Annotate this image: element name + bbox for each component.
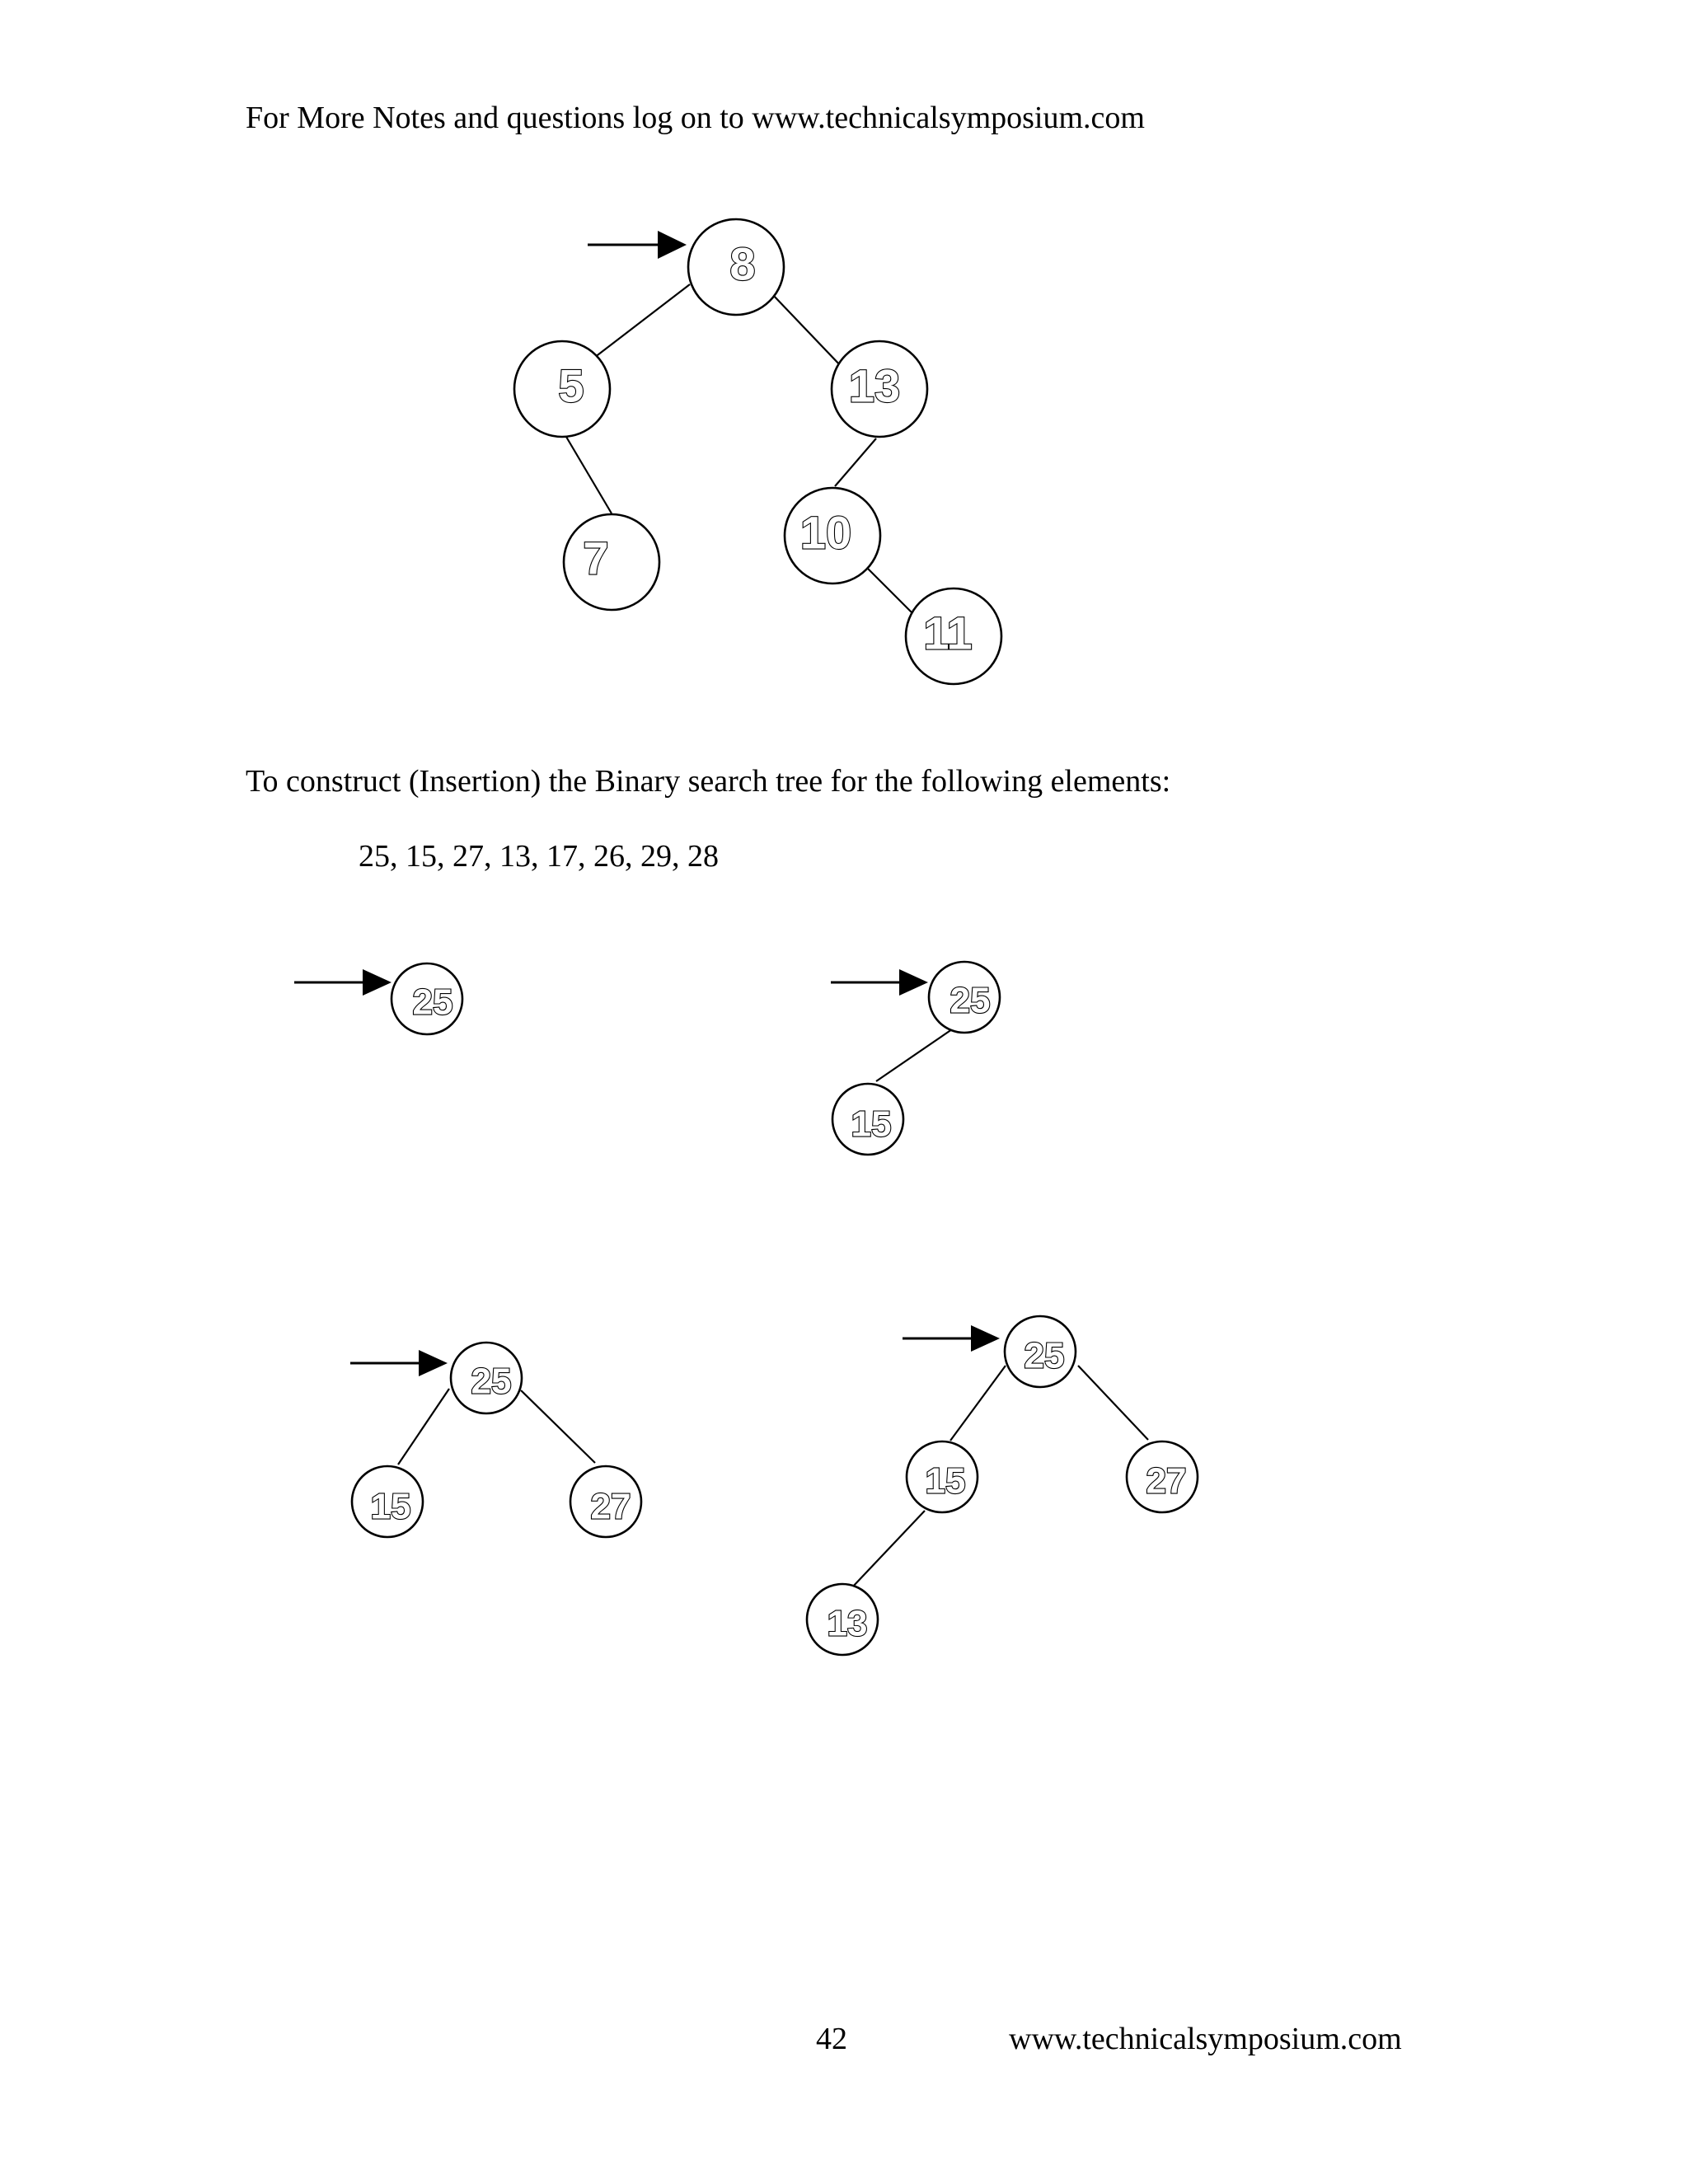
node-label: 27 [1146,1460,1187,1502]
tree-node [514,341,610,437]
node-label: 15 [370,1486,411,1527]
node-label: 11 [923,607,973,659]
tree-edge [772,294,843,368]
tree-node [392,963,462,1034]
tree-node [832,1084,903,1155]
tree-edge [566,437,612,513]
insert-step-2-tree [831,962,1000,1155]
node-label: 5 [558,359,584,412]
tree-node [352,1466,423,1537]
tree-edge [835,438,876,486]
tree-edge [1078,1366,1148,1440]
node-label: 15 [925,1460,966,1502]
tree-edge [950,1366,1006,1441]
insert-step-1-tree [294,963,462,1034]
node-label: 13 [848,359,901,412]
root-pointer-arrowhead [419,1350,448,1376]
tree-edge [591,284,690,360]
root-pointer-arrowhead [971,1325,1000,1352]
page-number: 42 [816,2022,847,2056]
node-label: 8 [729,237,756,290]
example-tree [514,219,1001,684]
tree-node [451,1343,522,1413]
tree-node [570,1466,641,1537]
tree-node [929,962,1000,1033]
construction-instruction: To construct (Insertion) the Binary search tree for the following elements: [246,764,1171,799]
insert-step-3-tree [350,1343,641,1537]
root-pointer-arrowhead [899,969,928,996]
node-label: 7 [583,532,609,584]
tree-node [688,219,784,315]
tree-edge [876,1029,952,1081]
tree-edge [851,1511,925,1588]
tree-node [564,514,659,610]
tree-node [906,588,1001,684]
node-label: 25 [412,982,453,1023]
root-pointer-arrowhead [363,969,392,996]
node-label: 25 [471,1361,512,1402]
insert-step-4-tree [807,1316,1198,1655]
tree-node [807,1584,878,1655]
tree-node [785,488,880,583]
node-label: 13 [827,1603,868,1644]
node-label: 15 [851,1104,892,1145]
tree-node [1005,1316,1076,1387]
node-label: 25 [1024,1335,1065,1376]
tree-node [907,1441,978,1512]
tree-node [832,341,927,437]
tree-node [1127,1441,1198,1512]
node-label: 10 [799,506,852,559]
page-header: For More Notes and questions log on to www.technicalsymposium.com [246,101,1145,135]
tree-edge [398,1389,449,1465]
tree-edge [868,569,917,618]
root-pointer-arrowhead [658,231,687,259]
node-label: 25 [950,980,991,1021]
element-sequence: 25, 15, 27, 13, 17, 26, 29, 28 [359,839,719,874]
node-label: 27 [590,1486,631,1527]
footer-url: www.technicalsymposium.com [1009,2022,1402,2056]
tree-edge [521,1390,595,1463]
